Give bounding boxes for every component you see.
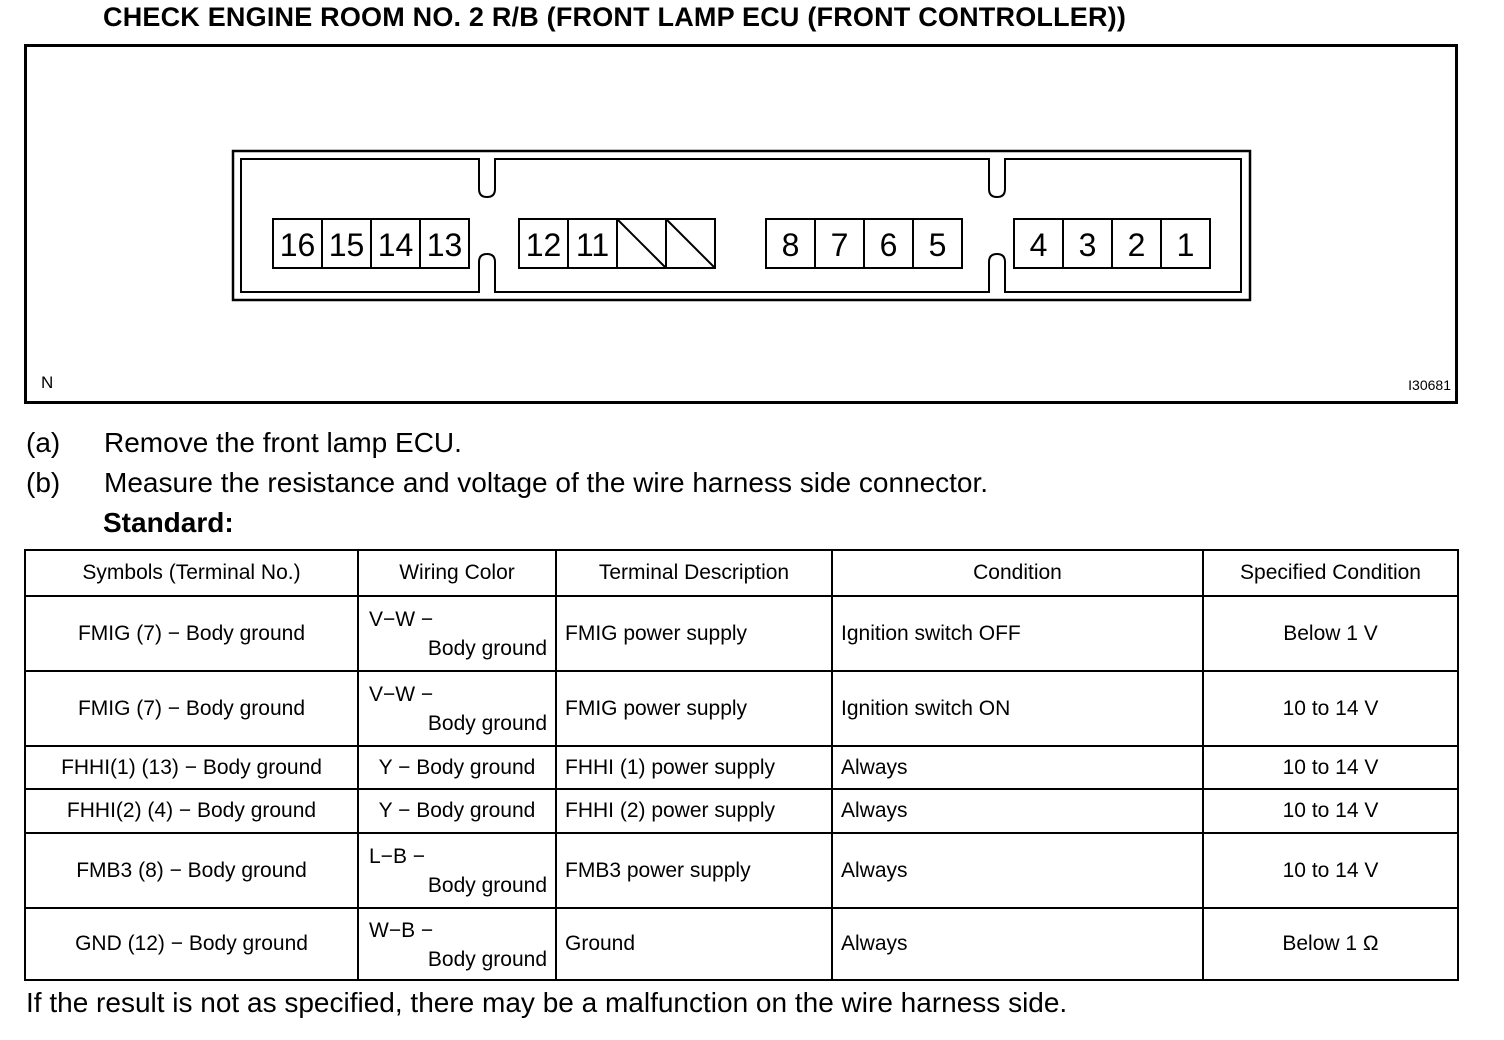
- table-header-row: [25, 550, 1458, 596]
- header-symbols: Symbols (Terminal No.): [25, 550, 358, 596]
- connector-pin-label: 3: [1078, 227, 1097, 263]
- wiring-color-line2: Body ground: [427, 947, 547, 971]
- page-title: CHECK ENGINE ROOM NO. 2 R/B (FRONT LAMP ECU (FRONT CONTROLLER)): [103, 2, 1127, 32]
- cell-condition: Ignition switch ON: [832, 671, 1203, 746]
- standard-label: Standard:: [103, 507, 234, 538]
- cell-symbol: FHHI(2) (4) − Body ground: [25, 789, 358, 833]
- cell-description: FMIG power supply: [556, 671, 832, 746]
- connector-pin-label: 2: [1127, 227, 1146, 263]
- wiring-color-line2: Body ground: [427, 637, 547, 660]
- table-row: [25, 596, 1458, 671]
- cell-specified: Below 1 V: [1203, 596, 1458, 671]
- wiring-color-line1: W−B −: [369, 918, 434, 942]
- cell-specified: 10 to 14 V: [1203, 789, 1458, 833]
- header-wiring-color: Wiring Color: [358, 550, 556, 596]
- cell-description: FHHI (1) power supply: [556, 746, 832, 789]
- connector-pin-label: 7: [830, 227, 849, 263]
- cell-description: Ground: [556, 908, 832, 980]
- step-mark: (b): [26, 467, 61, 498]
- footer-note: If the result is not as specified, there may be a malfunction on the wire harness side.: [26, 987, 1068, 1018]
- connector-pin-label: 8: [781, 227, 800, 263]
- cell-specified: 10 to 14 V: [1203, 746, 1458, 789]
- cell-description: FMIG power supply: [556, 596, 832, 671]
- connector-pin-label: 16: [279, 227, 316, 263]
- header-condition: Condition: [832, 550, 1203, 596]
- blank-cavity-slash: [617, 219, 666, 268]
- blank-cavity-slash: [666, 219, 715, 268]
- cell-condition: Always: [832, 908, 1203, 980]
- cell-condition: Ignition switch OFF: [832, 596, 1203, 671]
- cell-condition: Always: [832, 746, 1203, 789]
- connector-pins: [273, 219, 1210, 268]
- cell-wiring-color: [358, 596, 556, 671]
- cell-symbol: FMIG (7) − Body ground: [25, 671, 358, 746]
- header-terminal-description: Terminal Description: [556, 550, 832, 596]
- connector-diagram: [27, 47, 1455, 401]
- step-mark: (a): [26, 427, 61, 458]
- spec-table: [24, 549, 1459, 981]
- connector-pin-label: 6: [879, 227, 898, 263]
- step-text: Remove the front lamp ECU.: [104, 427, 462, 458]
- connector-body: [233, 151, 1250, 300]
- cell-wiring-color: [358, 671, 556, 746]
- table-row: [25, 908, 1458, 980]
- connector-pin-label: 14: [377, 227, 414, 263]
- cell-wiring-color: Y − Body ground: [358, 746, 556, 789]
- table-row: [25, 671, 1458, 746]
- step-text: Measure the resistance and voltage of the wire harness side connector.: [104, 467, 989, 498]
- cell-condition: Always: [832, 789, 1203, 833]
- cell-specified: Below 1 Ω: [1203, 908, 1458, 980]
- connector-figure: [24, 44, 1458, 404]
- cell-wiring-color: Y − Body ground: [358, 789, 556, 833]
- cell-symbol: FMIG (7) − Body ground: [25, 596, 358, 671]
- cell-wiring-color: [358, 833, 556, 908]
- wiring-color-line1: L−B −: [369, 845, 426, 868]
- table-row: [25, 833, 1458, 908]
- connector-inner-outline: [241, 159, 1241, 292]
- cell-symbol: FHHI(1) (13) − Body ground: [25, 746, 358, 789]
- figure-letter: N: [41, 373, 54, 392]
- connector-pin-label: 15: [328, 227, 365, 263]
- table-row: [25, 746, 1458, 789]
- table-row: [25, 789, 1458, 833]
- cell-specified: 10 to 14 V: [1203, 671, 1458, 746]
- connector-pin-label: 1: [1176, 227, 1195, 263]
- figure-id: I30681: [1408, 377, 1451, 393]
- cell-specified: 10 to 14 V: [1203, 833, 1458, 908]
- cell-condition: Always: [832, 833, 1203, 908]
- wiring-color-line1: V−W −: [369, 683, 434, 706]
- cell-description: FMB3 power supply: [556, 833, 832, 908]
- header-specified-condition: Specified Condition: [1203, 550, 1458, 596]
- connector-pin-label: 11: [575, 227, 610, 263]
- cell-wiring-color: [358, 908, 556, 980]
- connector-pin-label: 12: [525, 227, 562, 263]
- connector-pin-label: 4: [1029, 227, 1048, 263]
- cell-symbol: GND (12) − Body ground: [25, 908, 358, 980]
- cell-description: FHHI (2) power supply: [556, 789, 832, 833]
- wiring-color-line1: V−W −: [369, 608, 434, 631]
- wiring-color-line2: Body ground: [427, 874, 547, 897]
- connector-pin-label: 5: [928, 227, 947, 263]
- connector-pin-label: 13: [426, 227, 463, 263]
- cell-symbol: FMB3 (8) − Body ground: [25, 833, 358, 908]
- wiring-color-line2: Body ground: [427, 712, 547, 735]
